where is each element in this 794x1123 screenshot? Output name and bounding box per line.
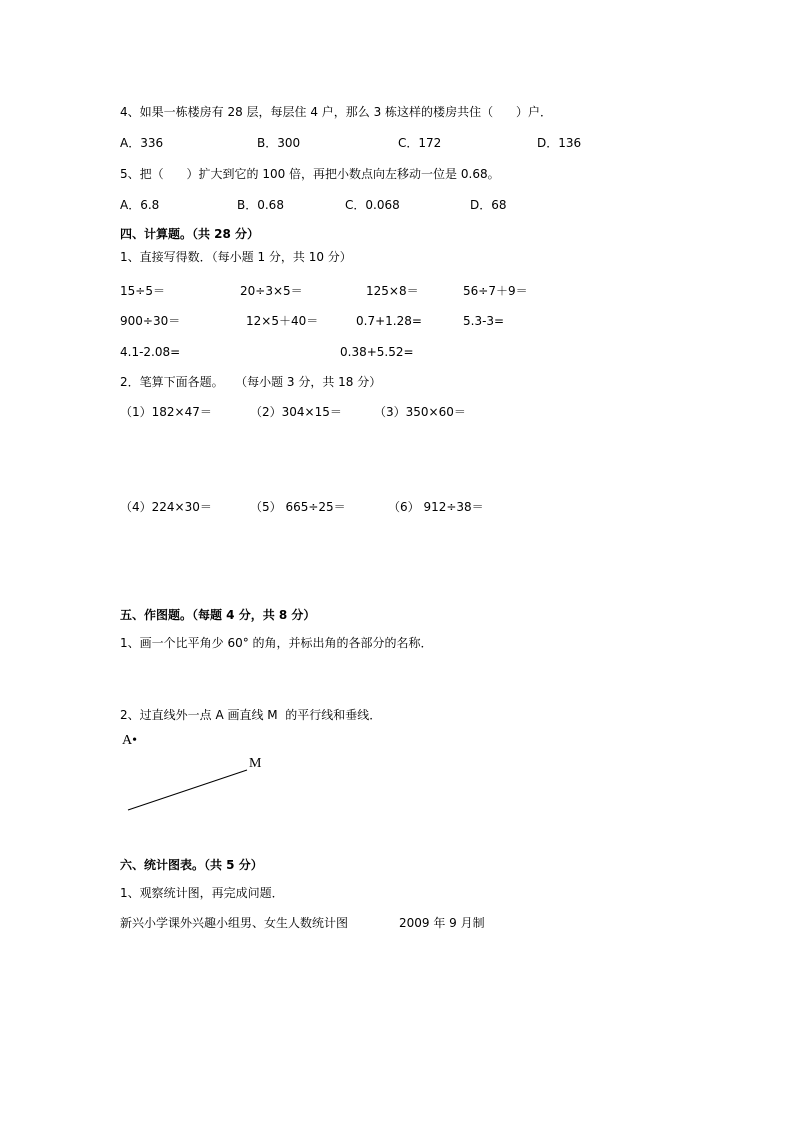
calc-item: 125×8＝	[366, 284, 419, 298]
section-4-title: 四、计算题。（共 28 分）	[120, 227, 260, 241]
written-calc-item: （3）350×60＝	[374, 405, 466, 419]
calc-item: 20÷3×5＝	[240, 284, 303, 298]
section-4-part-1-title: 1、直接写得数．（每小题 1 分，共 10 分）	[120, 250, 352, 264]
line-m-label: M	[249, 756, 262, 771]
section-5-title: 五、作图题。（每题 4 分，共 8 分）	[120, 608, 316, 622]
question-5-stem: 5、把（ ）扩大到它的 100 倍，再把小数点向左移动一位是 0.68。	[120, 167, 500, 181]
chart-caption: 新兴小学课外兴趣小组男、女生人数统计图	[120, 916, 349, 930]
section-5-question-2: 2、过直线外一点 A 画直线 M 的平行线和垂线．	[120, 708, 382, 722]
written-calc-item: （1）182×47＝	[120, 405, 212, 419]
section-6-title: 六、统计图表。（共 5 分）	[120, 858, 263, 872]
written-calc-item: （4）224×30＝	[120, 500, 212, 514]
question-5-option-d: D．68	[470, 198, 507, 212]
chart-date: 2009 年 9 月制	[399, 916, 485, 930]
calc-item: 5.3-3=	[463, 314, 505, 328]
question-4-option-a: A．336	[120, 136, 164, 150]
section-4-part-2-title: 2．笔算下面各题。 （每小题 3 分，共 18 分）	[120, 375, 382, 389]
question-4-stem: 4、如果一栋楼房有 28 层，每层住 4 户，那么 3 栋这样的楼房共住（ ）户．	[120, 105, 552, 119]
question-4-option-b: B．300	[257, 136, 301, 150]
calc-item: 56÷7＋9＝	[463, 284, 528, 298]
section-6-question-1: 1、观察统计图，再完成问题．	[120, 886, 284, 900]
question-4-option-d: D．136	[537, 136, 582, 150]
calc-item: 0.7+1.28=	[356, 314, 422, 328]
calc-item: 15÷5＝	[120, 284, 165, 298]
point-a-letter: A	[122, 733, 133, 748]
calc-item: 900÷30＝	[120, 314, 181, 328]
question-5-option-b: B．0.68	[237, 198, 284, 212]
calc-item: 4.1-2.08=	[120, 345, 181, 359]
point-a-dot: •	[132, 733, 138, 748]
question-5-option-a: A．6.8	[120, 198, 160, 212]
question-4-option-c: C．172	[398, 136, 442, 150]
written-calc-item: （2）304×15＝	[250, 405, 342, 419]
written-calc-item: （6） 912÷38＝	[388, 500, 484, 514]
section-5-question-1: 1、画一个比平角少 60° 的角，并标出角的各部分的名称．	[120, 636, 433, 650]
written-calc-item: （5） 665÷25＝	[250, 500, 346, 514]
calc-item: 0.38+5.52=	[340, 345, 414, 359]
calc-item: 12×5＋40＝	[246, 314, 319, 328]
question-5-option-c: C．0.068	[345, 198, 400, 212]
